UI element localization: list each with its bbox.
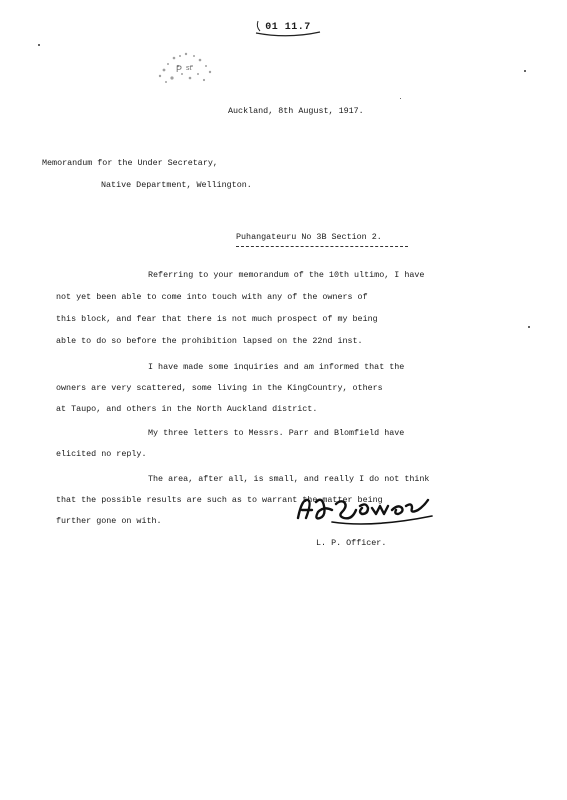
ink-speck (524, 70, 526, 72)
svg-text:P: P (176, 64, 183, 74)
body-line: able to do so before the prohibition lapsed on the 22nd inst. (56, 336, 363, 346)
memorandum-addressee-line2: Native Department, Wellington. (101, 180, 252, 190)
ink-speck (528, 326, 530, 328)
memorandum-subject: Puhangateuru No 3B Section 2. (236, 232, 382, 242)
reference-number: 01 11.7 (265, 21, 311, 33)
body-line: The area, after all, is small, and really I do not think (148, 474, 430, 484)
body-line: further gone on with. (56, 516, 162, 526)
body-line: that the possible results are such as to warrant the matter being (56, 495, 383, 505)
body-line: elicited no reply. (56, 449, 147, 459)
body-line: owners are very scattered, some living in the KingCountry, others (56, 383, 383, 393)
body-line: My three letters to Messrs. Parr and Blomfield have (148, 428, 405, 438)
ink-speck (38, 44, 40, 46)
body-line: at Taupo, and others in the North Auckland district. (56, 404, 318, 414)
place-and-date: Auckland, 8th August, 1917. (228, 106, 364, 116)
subject-underline (236, 246, 408, 247)
svg-text:st: st (186, 65, 192, 72)
signer-title: L. P. Officer. (316, 538, 387, 548)
reference-number-stamp (252, 16, 324, 38)
handwritten-signature (292, 488, 442, 536)
ink-speck (400, 98, 401, 99)
body-line: this block, and fear that there is not much prospect of my being (56, 314, 378, 324)
body-line: not yet been able to come into touch with any of the owners of (56, 292, 368, 302)
memorandum-addressee-line1: Memorandum for the Under Secretary, (42, 158, 218, 168)
faded-stamp-icon (150, 48, 222, 88)
body-line: Referring to your memorandum of the 10th ultimo, I have (148, 270, 425, 280)
body-line: I have made some inquiries and am informed that the (148, 362, 405, 372)
